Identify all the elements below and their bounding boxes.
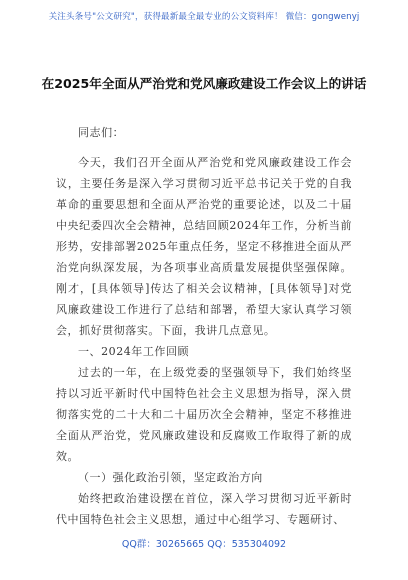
section-heading-1: 一、2024年工作回顾 xyxy=(78,345,190,358)
header-promo-note: 关注头条号"公文研究"，获得最新最全最专业的公文资料库！ 微信：gongwenyj xyxy=(48,12,360,22)
salutation: 同志们： xyxy=(78,126,125,139)
paragraph-intro: 今天，我们召开全面从严治党和党风廉政建设工作会议，主要任务是深入学习贯彻习近平总书记关于党的自我革命的重要思想和全面从严治党的重要论述，以及二十届中央纪委四次全会精神，总结回顾2024年工作，分析当前形势，安排部署2025年重点任务，坚定不移推进全面从严治党向纵深发展，为各项事业高质量发展提供坚强保障。刚才，[具体领导]传达了相关会议精神，[具体领导]对党风廉政建设工作进行了总结和部署，希望大家认真学习领会，抓好贯彻落实。下面，我讲几点意见。 xyxy=(56,156,352,337)
footer-contact-note: QQ群：30265665 QQ：535304092 xyxy=(121,539,287,550)
paragraph-political: 始终把政治建设摆在首位，深入学习贯彻习近平新时代中国特色社会主义思想，通过中心组学习、专题研讨、 xyxy=(56,492,352,526)
subsection-heading-1: （一）强化政治引领，坚定政治方向 xyxy=(78,471,263,484)
paragraph-review: 过去的一年，在上级党委的坚强领导下，我们始终坚持以习近平新时代中国特色社会主义思想为指导，深入贯彻落实党的二十大和二十届历次全会精神，坚定不移推进全面从严治党，党风廉政建设和反腐败工作取得了新的成效。 xyxy=(56,366,352,463)
document-title: 在2025年全面从严治党和党风廉政建设工作会议上的讲话 xyxy=(41,76,367,91)
document-body xyxy=(56,122,352,530)
